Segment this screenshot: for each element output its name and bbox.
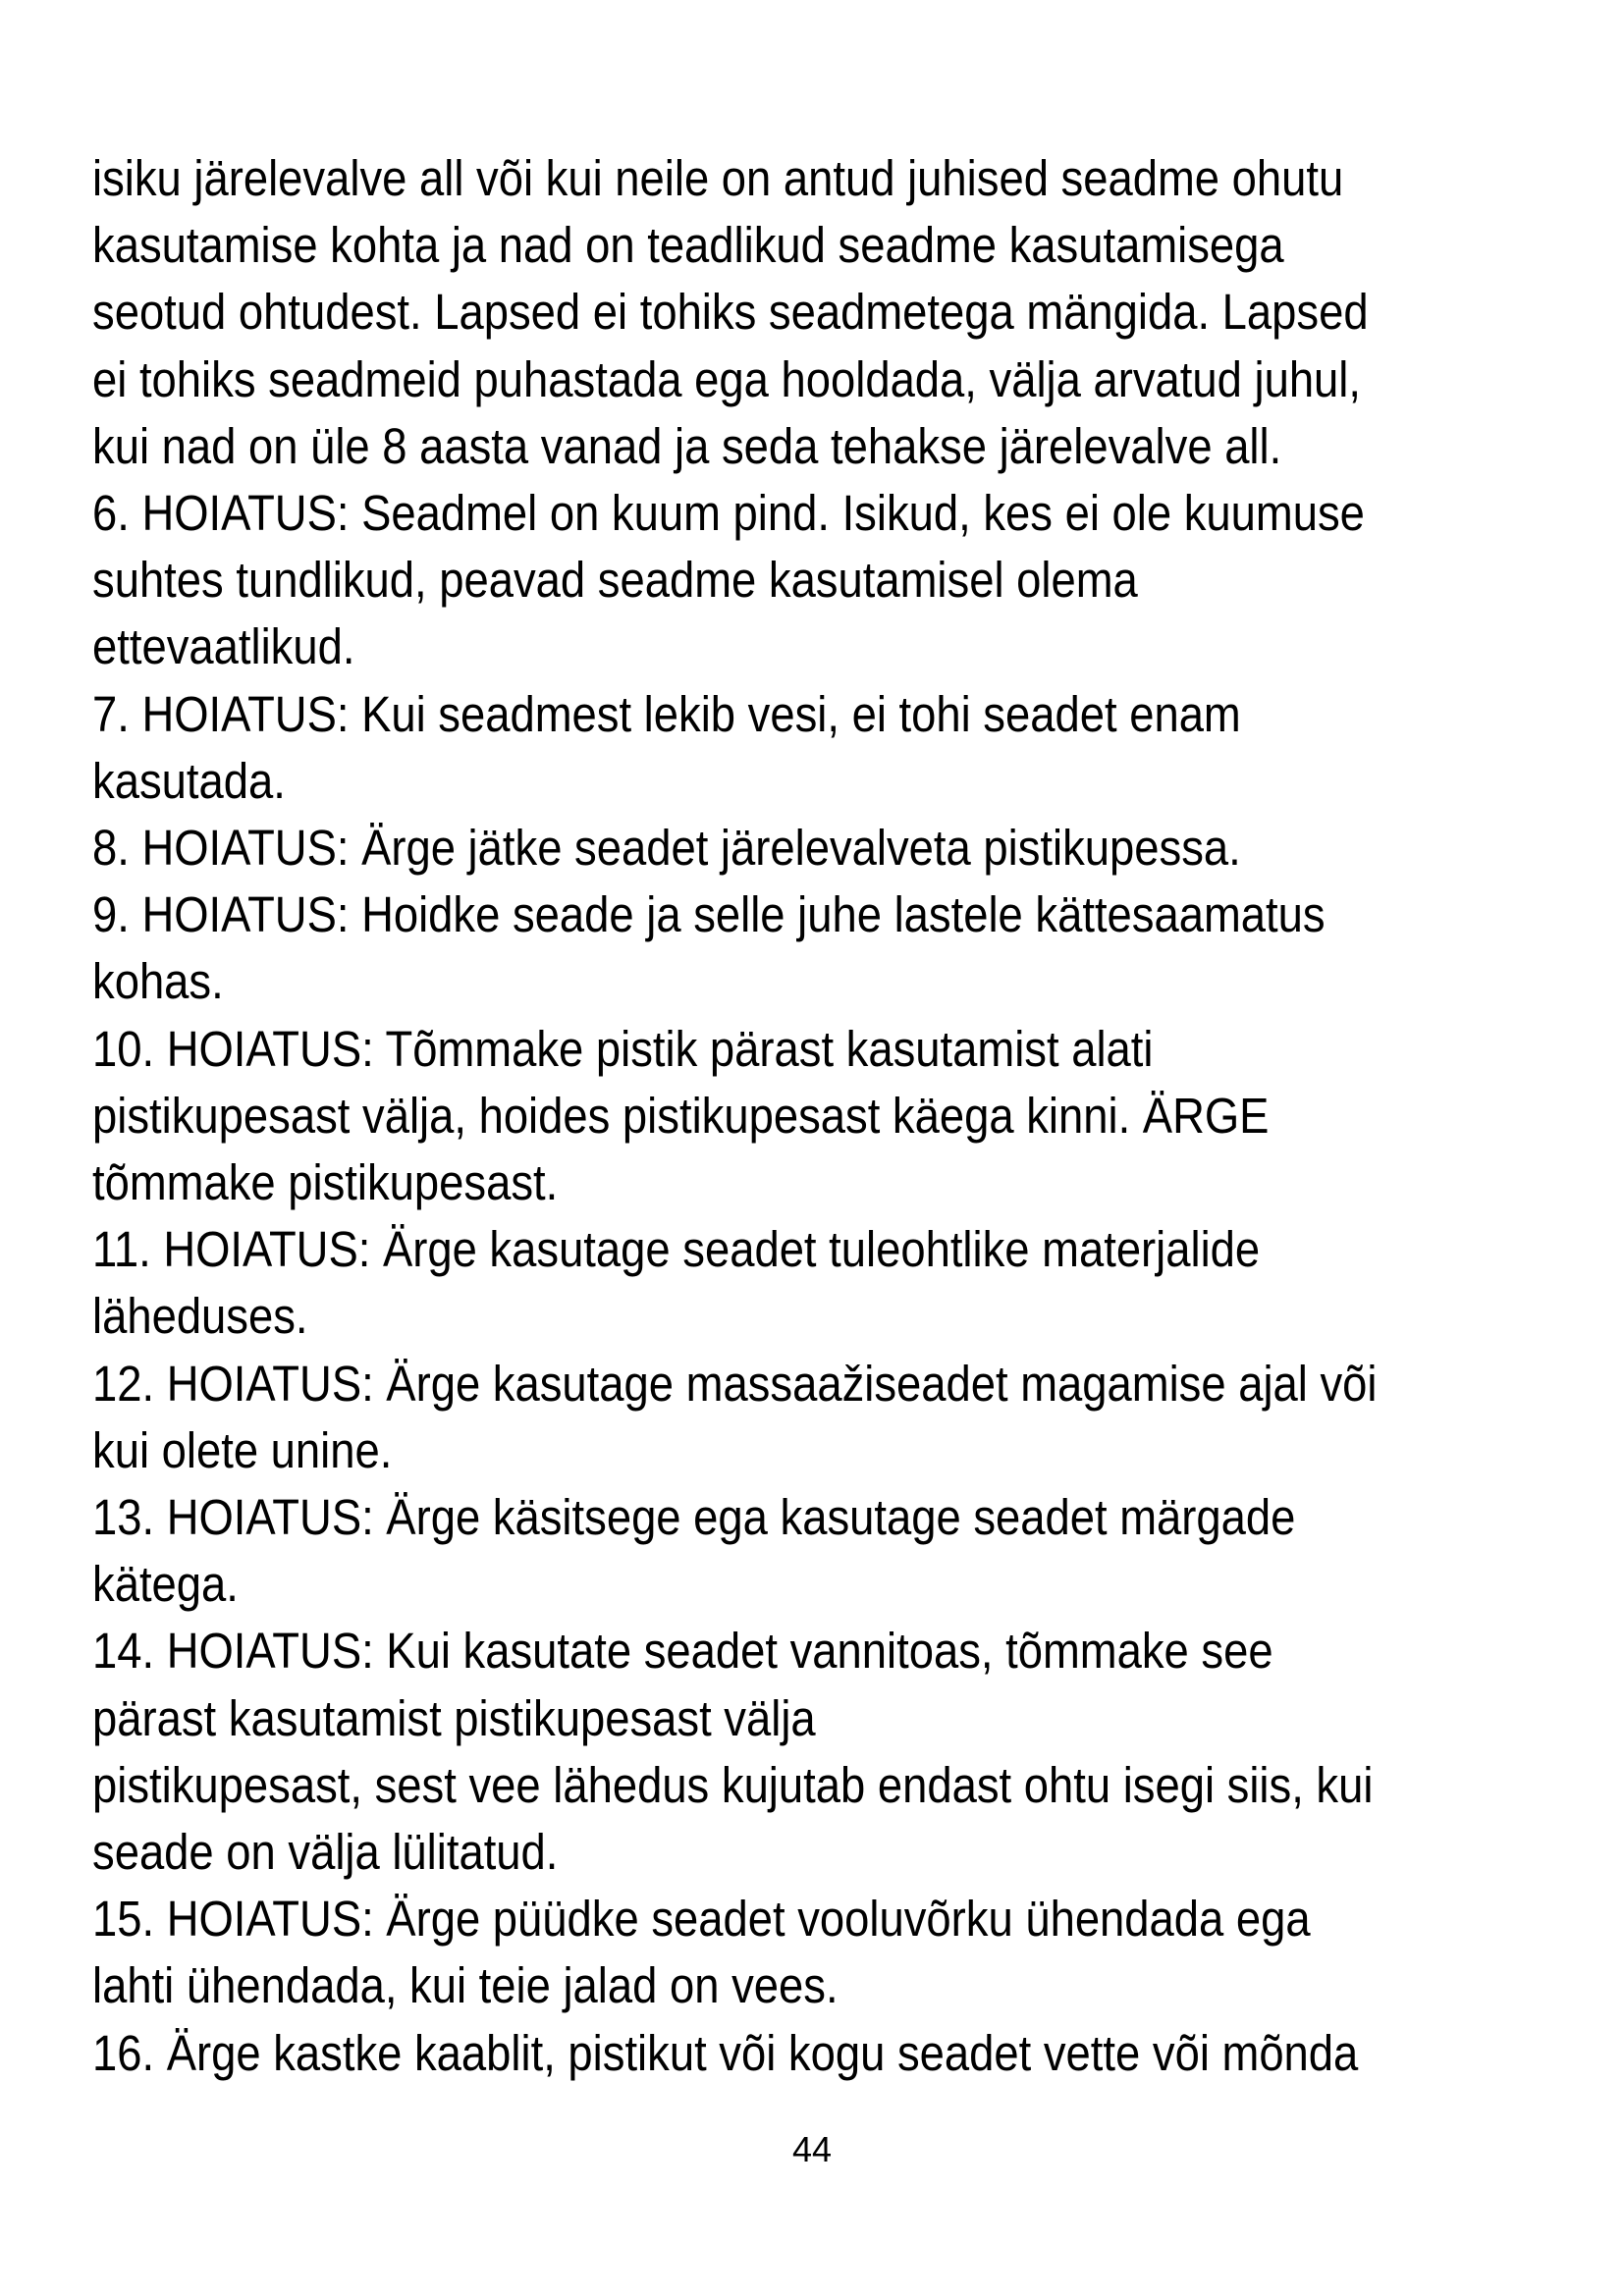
text-line: ei tohiks seadmeid puhastada ega hooldada, välja arvatud juhul, [92,350,1362,407]
text-line: isiku järelevalve all või kui neile on antud juhised seadme ohutu [92,150,1344,206]
text-line: 10. HOIATUS: Tõmmake pistik pärast kasutamist alati [92,1020,1154,1077]
text-line: pistikupesast välja, hoides pistikupesast käega kinni. ÄRGE [92,1087,1270,1144]
text-line: 11. HOIATUS: Ärge kasutage seadet tuleohtlike materjalide [92,1221,1261,1278]
text-line: 13. HOIATUS: Ärge käsitsege ega kasutage seadet märgade [92,1489,1296,1546]
text-line: ettevaatlikud. [92,618,355,675]
text-line: tõmmake pistikupesast. [92,1154,559,1211]
page-number: 44 [791,2129,833,2169]
text-line: kui olete unine. [92,1421,393,1478]
text-line: 9. HOIATUS: Hoidke seade ja selle juhe lastele kättesaamatus [92,886,1326,943]
text-line: läheduses. [92,1288,308,1345]
text-line: kohas. [92,953,224,1010]
text-line: suhtes tundlikud, peavad seadme kasutamisel olema [92,552,1138,609]
text-line: 14. HOIATUS: Kui kasutate seadet vannitoas, tõmmake see [92,1623,1273,1680]
text-line: 8. HOIATUS: Ärge jätke seadet järelevalveta pistikupessa. [92,820,1241,877]
text-line: seotud ohtudest. Lapsed ei tohiks seadmetega mängida. Lapsed [92,284,1369,341]
text-line: 12. HOIATUS: Ärge kasutage massaažiseadet magamise ajal või [92,1355,1378,1412]
text-line: 6. HOIATUS: Seadmel on kuum pind. Isikud, kes ei ole kuumuse [92,485,1365,542]
text-line: 15. HOIATUS: Ärge püüdke seadet vooluvõrku ühendada ega [92,1891,1311,1948]
text-line: kui nad on üle 8 aasta vanad ja seda tehakse järelevalve all. [92,417,1282,474]
body-text [92,145,1517,2087]
text-line: 7. HOIATUS: Kui seadmest lekib vesi, ei tohi seadet enam [92,685,1241,742]
text-line: 16. Ärge kastke kaablit, pistikut või kogu seadet vette või mõnda [92,2024,1359,2081]
text-line: kasutada. [92,752,286,809]
text-line: pistikupesast, sest vee lähedus kujutab endast ohtu isegi siis, kui [92,1756,1374,1813]
text-line: seade on välja lülitatud. [92,1824,559,1881]
text-line: kasutamise kohta ja nad on teadlikud seadme kasutamisega [92,217,1284,274]
text-line: pärast kasutamist pistikupesast välja [92,1689,816,1746]
text-line: lahti ühendada, kui teie jalad on vees. [92,1957,839,2014]
text-line: kätega. [92,1556,239,1613]
